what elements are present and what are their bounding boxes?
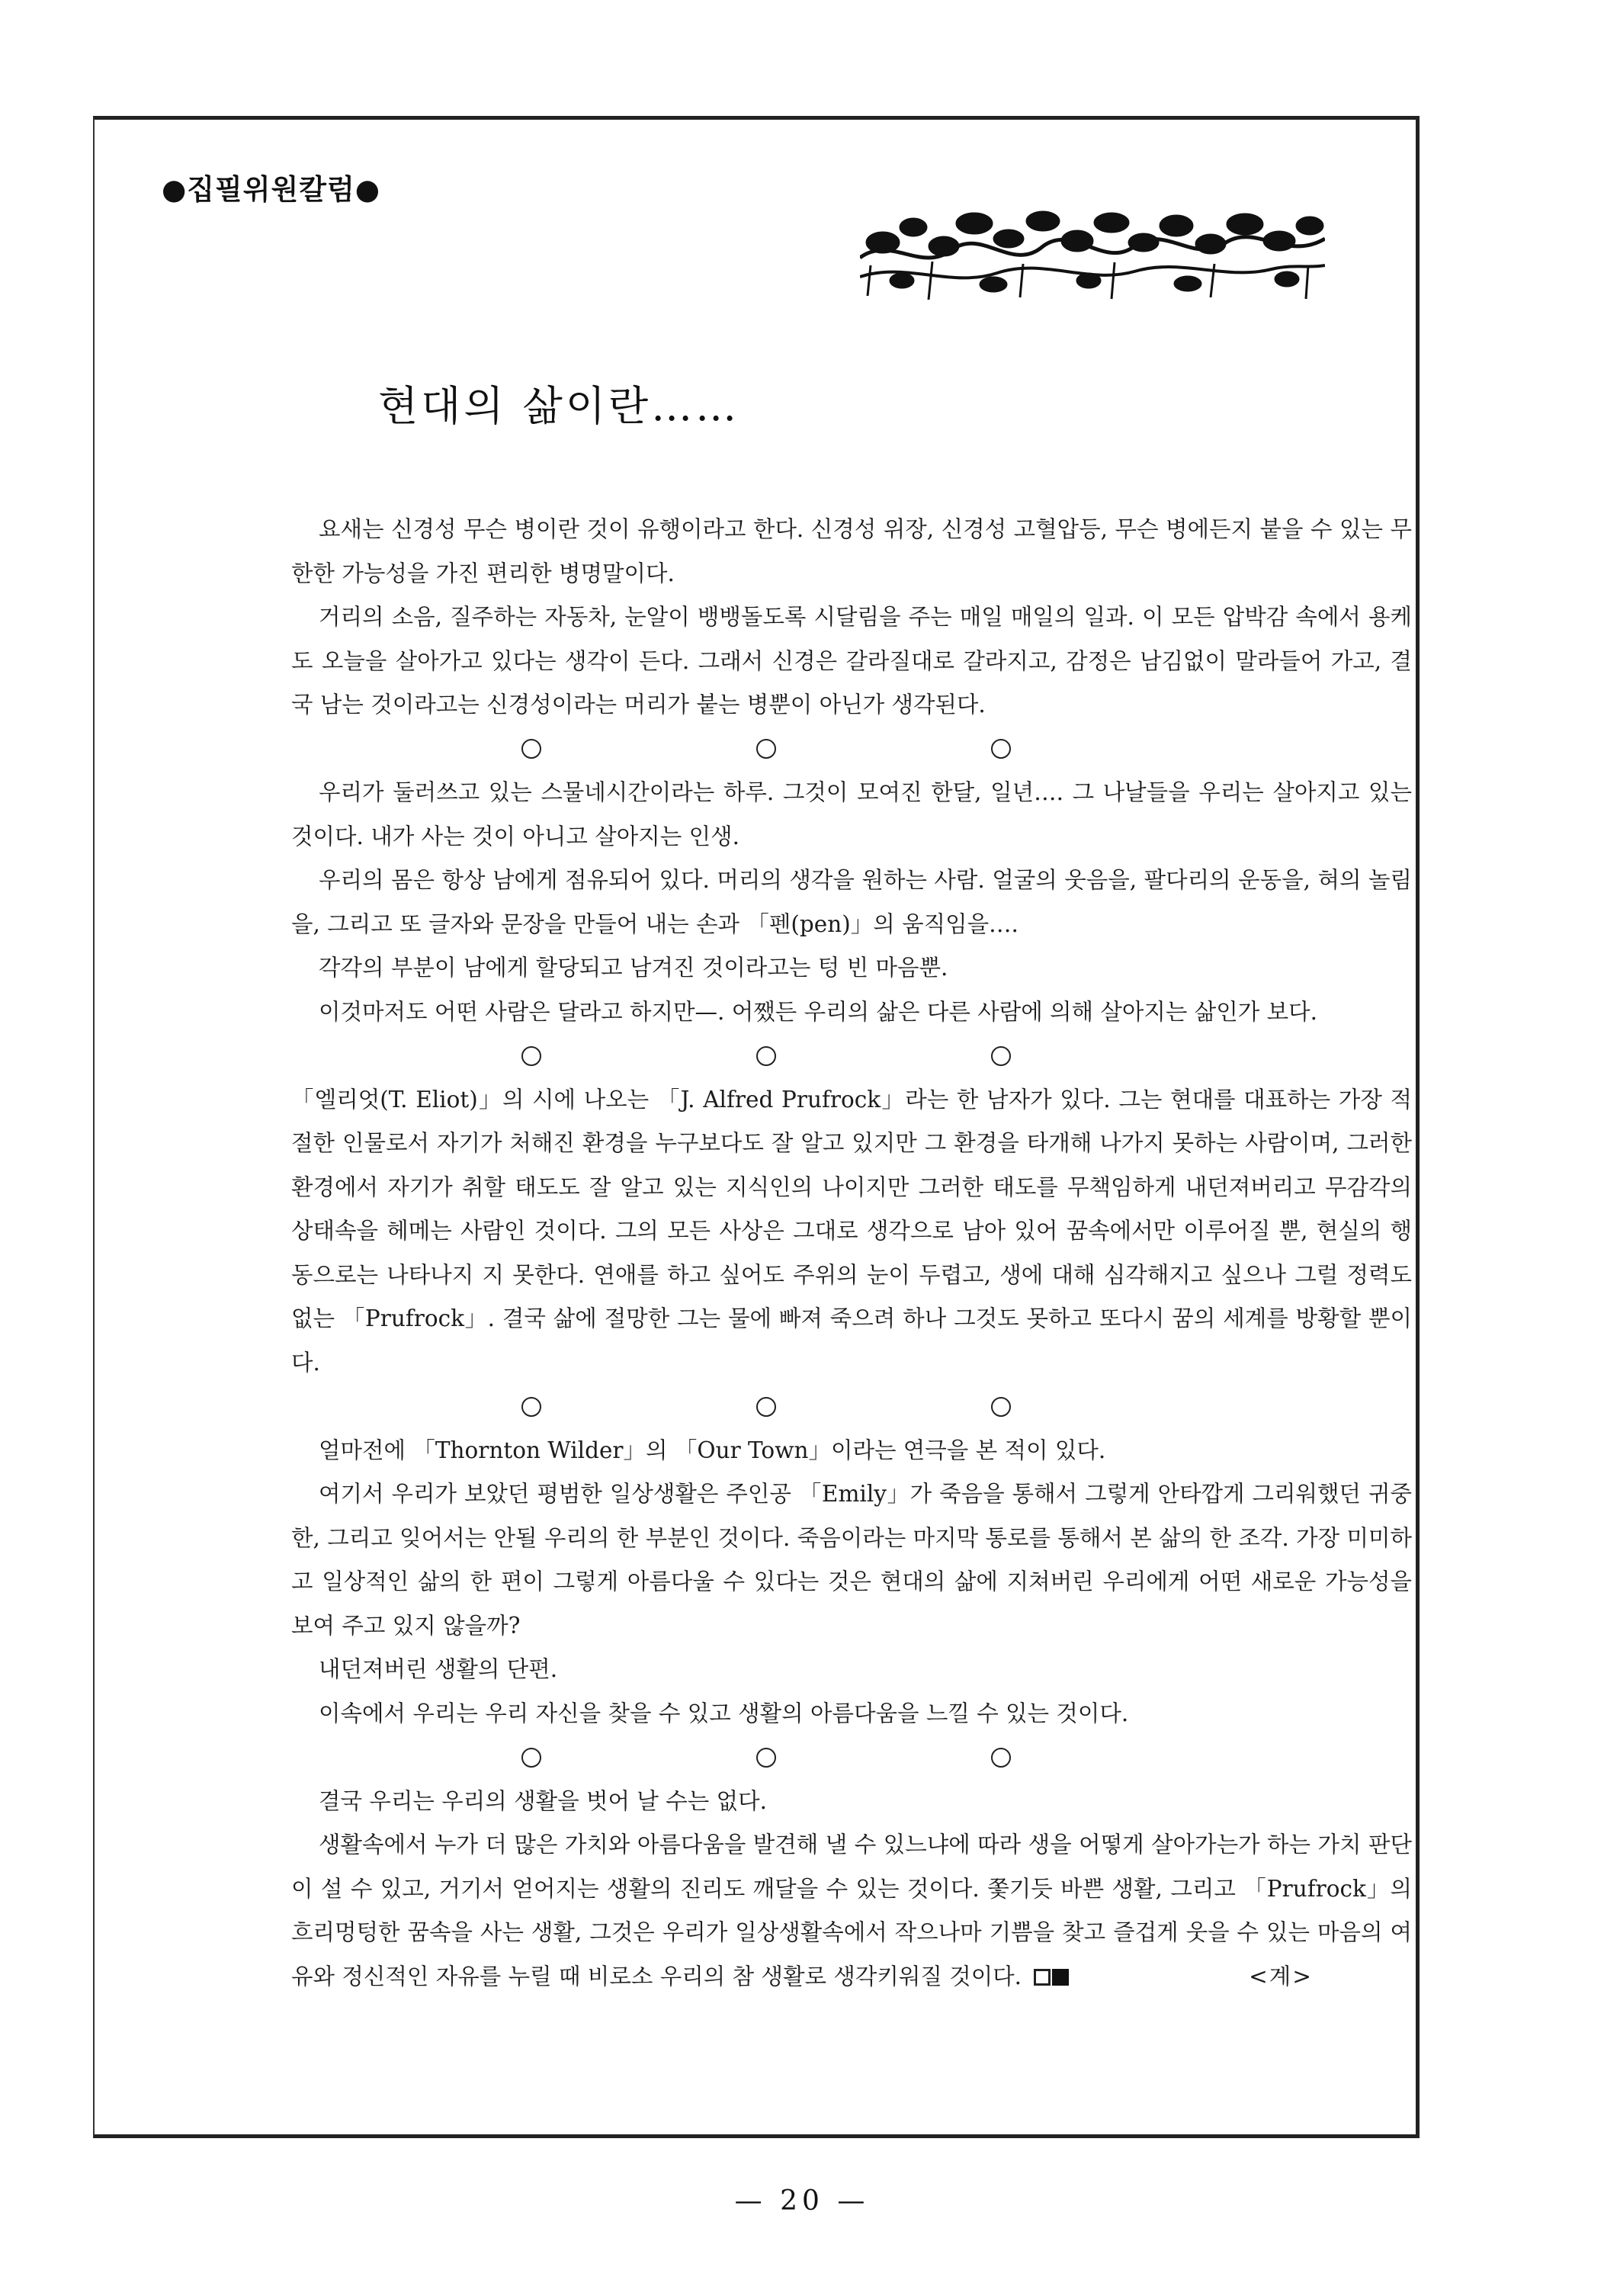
paragraph: 요새는 신경성 무슨 병이란 것이 유행이라고 한다. 신경성 위장, 신경성 고혈압등, 무슨 병에든지 붙을 수 있는 무한한 가능성을 가진 편리한 병명말이다. <box>291 516 1412 586</box>
circle-icon <box>991 1046 1011 1066</box>
filled-square-icon <box>1052 1969 1069 1986</box>
closing-paragraph <box>291 1823 1412 1999</box>
circle-icon <box>521 1748 541 1768</box>
circle-icon <box>756 1397 776 1417</box>
vine-ornament-illustration <box>860 204 1325 303</box>
circle-icon <box>756 739 776 759</box>
article-title: 현대의 삶이란…… <box>378 382 740 430</box>
paragraph: 이속에서 우리는 우리 자신을 찾을 수 있고 생활의 아름다움을 느낄 수 있는 것이다. <box>319 1700 1129 1726</box>
paragraph: 우리가 둘러쓰고 있는 스물네시간이라는 하루. 그것이 모여진 한달, 일년…. 그 나날들을 우리는 살아지고 있는 것이다. 내가 사는 것이 아니고 살아지는 인생. <box>291 779 1412 849</box>
paragraph: 얼마전에 「Thornton Wilder」의 「Our Town」이라는 연극을 본 적이 있다. <box>319 1437 1106 1463</box>
circle-icon <box>521 1046 541 1066</box>
circle-icon <box>756 1046 776 1066</box>
paragraph: 우리의 몸은 항상 남에게 점유되어 있다. 머리의 생각을 원하는 사람. 얼굴의 웃음을, 팔다리의 운동을, 혀의 놀림을, 그리고 또 글자와 문장을 만들어 내는 손과 「펜(pen)」의 움직임을…. <box>291 867 1412 937</box>
paragraph-text: 생활속에서 누가 더 많은 가치와 아름다움을 발견해 낼 수 있느냐에 따라 생을 어떻게 살아가는가 하는 가치 판단이 설 수 있고, 거기서 얻어지는 생활의 진리도 깨달을 수 있는 것이다. 쫓기듯 바쁜 생활, 그리고 「Prufrock」의 흐리멍텅한 꿈속을 사는 생활, 그것은 우리가 일상생활속에서 작으나마 기쁨을 찾고 즐겁게 웃을 수 있는 마음의 여유와 정신적인 자유를 누릴 때 비로소 우리의 참 생활로 생각키워질 것이다. <box>291 1832 1412 1989</box>
open-square-icon <box>1034 1969 1051 1986</box>
section-separator <box>291 727 1412 772</box>
section-separator <box>291 1736 1412 1780</box>
paragraph: 「엘리엇(T. Eliot)」의 시에 나오는 「J. Alfred Prufrock」라는 한 남자가 있다. 그는 현대를 대표하는 가장 적절한 인물로서 자기가 처해진 환경을 누구보다도 잘 알고 있지만 그 환경을 타개해 나가지 못하는 사람이며, 그러한 환경에서 자기가 취할 태도도 잘 알고 있는 지식인의 나이지만 그러한 태도를 무책임하게 내던져버리고 무감각의 상태속을 헤메는 사람인 것이다. 그의 모든 사상은 그대로 생각으로 남아 있어 꿈속에서만 이루어질 뿐, 현실의 행동으로는 나타나지 지 못한다. 연애를 하고 싶어도 주위의 눈이 두렵고, 생에 대해 심각해지고 싶으나 그럴 정력도 없는 「Prufrock」. 결국 삶에 절망한 그는 물에 빠져 죽으려 하나 그것도 못하고 또다시 꿈의 세계를 방황할 뿐이다. <box>291 1086 1412 1376</box>
paragraph: 거리의 소음, 질주하는 자동차, 눈알이 뱅뱅돌도록 시달림을 주는 매일 매일의 일과. 이 모든 압박감 속에서 용케도 오늘을 살아가고 있다는 생각이 든다. 그래서 신경은 갈라질대로 갈라지고, 감정은 남김없이 말라들어 가고, 결국 남는 것이라고는 신경성이라는 머리가 붙는 병뿐이 아닌가 생각된다. <box>291 604 1412 718</box>
paragraph: 각각의 부분이 남에게 할당되고 남겨진 것이라고는 텅 빈 마음뿐. <box>319 955 948 981</box>
paragraph: 여기서 우리가 보았던 평범한 일상생활은 주인공 「Emily」가 죽음을 통해서 그렇게 안타깝게 그리워했던 귀중한, 그리고 잊어서는 안될 우리의 한 부분인 것이다. 죽음이라는 마지막 통로를 통해서 본 삶의 한 조각. 가장 미미하고 일상적인 삶의 한 편이 그렇게 아름다울 수 있다는 것은 현대의 삶에 지쳐버린 우리에게 어떤 새로운 가능성을 보여 주고 있지 않을까? <box>291 1481 1412 1639</box>
circle-icon <box>521 1397 541 1417</box>
section-separator <box>291 1385 1412 1429</box>
article-body <box>291 508 1412 1999</box>
author-signature: <계> <box>1249 1963 1313 1989</box>
circle-icon <box>756 1748 776 1768</box>
circle-icon <box>991 1397 1011 1417</box>
circle-icon <box>991 739 1011 759</box>
page-number: — 20 — <box>734 2185 870 2217</box>
circle-icon <box>991 1748 1011 1768</box>
circle-icon <box>521 739 541 759</box>
section-tag: ●집필위원칼럼● <box>162 173 381 206</box>
section-separator <box>291 1034 1412 1078</box>
paragraph: 내던져버린 생활의 단편. <box>319 1656 558 1682</box>
paragraph: 이것마저도 어떤 사람은 달라고 하지만—. 어쨌든 우리의 삶은 다른 사람에 의해 살아지는 삶인가 보다. <box>319 998 1318 1025</box>
paragraph: 결국 우리는 우리의 생활을 벗어 날 수는 없다. <box>319 1787 767 1814</box>
